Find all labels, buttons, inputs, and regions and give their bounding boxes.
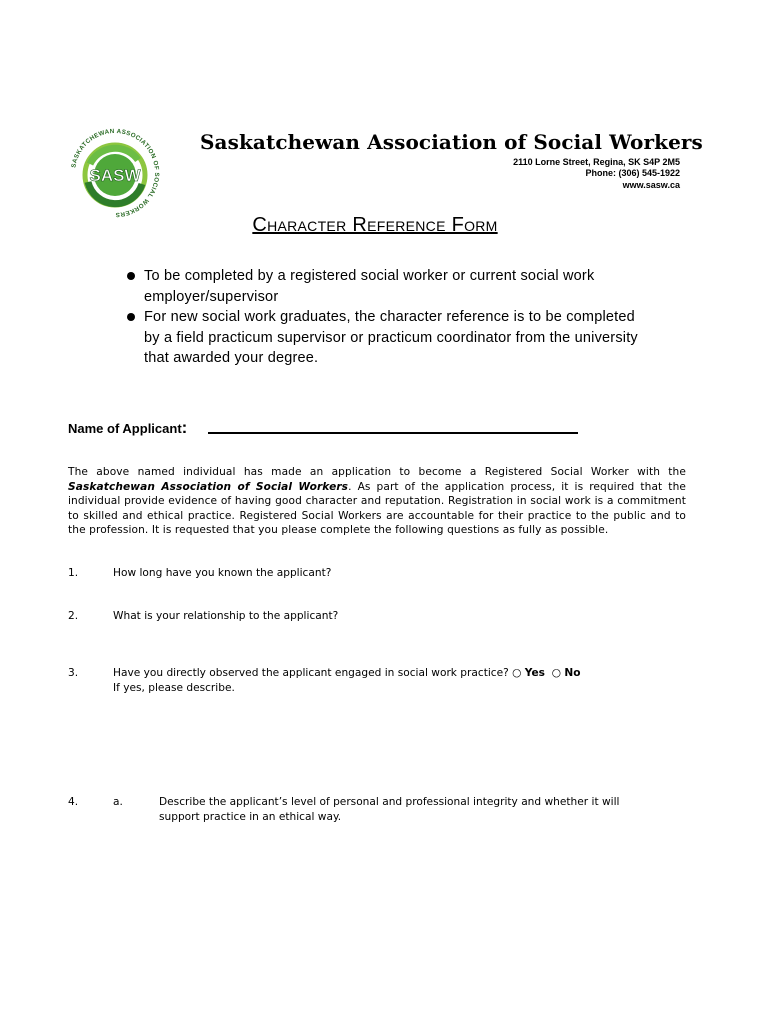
logo-wordmark: SASW bbox=[89, 166, 141, 185]
question-3-line bbox=[113, 666, 581, 681]
bullet-icon bbox=[127, 272, 135, 280]
question-3-text: Have you directly observed the applicant engaged in social work practice? bbox=[113, 667, 509, 679]
website-link[interactable]: www.sasw.ca bbox=[622, 180, 680, 190]
organization-name: Saskatchewan Association of Social Workers bbox=[200, 130, 703, 154]
applicant-name-field[interactable] bbox=[208, 432, 578, 434]
instruction-item: For new social work graduates, the character reference is to be completed by a field practicum supervisor or practicum coordinator from the university that awarded your degree. bbox=[126, 307, 646, 369]
logo-ring-text: SASKATCHEWAN ASSOCIATION OF SOCIAL WORKERS bbox=[70, 127, 161, 219]
question-3-followup: If yes, please describe. bbox=[113, 682, 235, 694]
question-2-text: What is your relationship to the applicant? bbox=[113, 610, 339, 622]
applicant-name-label: Name of Applicant: bbox=[68, 418, 188, 437]
bullet-icon bbox=[127, 313, 135, 321]
sasw-logo bbox=[68, 126, 162, 220]
instruction-item: To be completed by a registered social worker or current social work employer/supervisor bbox=[126, 266, 646, 307]
question-1-number: 1. bbox=[68, 567, 79, 579]
intro-org-name: Saskatchewan Association of Social Workers bbox=[68, 480, 349, 493]
question-4a-text-line2: support practice in an ethical way. bbox=[159, 811, 342, 823]
address-phone: Phone: (306) 545-1922 bbox=[585, 168, 680, 178]
question-4-number: 4. bbox=[68, 796, 79, 808]
question-4a-text-line1: Describe the applicant’s level of personal and professional integrity and whether it will bbox=[159, 796, 620, 808]
form-title: Character Reference Form bbox=[252, 214, 498, 236]
address-street: 2110 Lorne Street, Regina, SK S4P 2M5 bbox=[513, 157, 680, 167]
question-3-number: 3. bbox=[68, 667, 79, 679]
question-2-number: 2. bbox=[68, 610, 79, 622]
intro-paragraph: The above named individual has made an application to become a Registered Social Worker with the Saskatchewan Association of Social Workers. As part of the application process, it is required that the individual provide evidence of having good character and reputation. Registration in social work is a commitment to skilled and ethical practice. Registered Social Workers are accountable for their practice to the public and to the profession. It is requested that you please complete the following questions as fully as possible. bbox=[68, 466, 686, 537]
yes-radio-icon[interactable]: ○ bbox=[512, 667, 522, 679]
instructions-list bbox=[126, 266, 646, 369]
yes-option-label[interactable]: Yes bbox=[524, 667, 545, 679]
question-1-text: How long have you known the applicant? bbox=[113, 567, 332, 579]
no-option-label[interactable]: No bbox=[564, 667, 581, 679]
question-4a-letter: a. bbox=[113, 796, 123, 808]
no-radio-icon[interactable]: ○ bbox=[551, 667, 561, 679]
